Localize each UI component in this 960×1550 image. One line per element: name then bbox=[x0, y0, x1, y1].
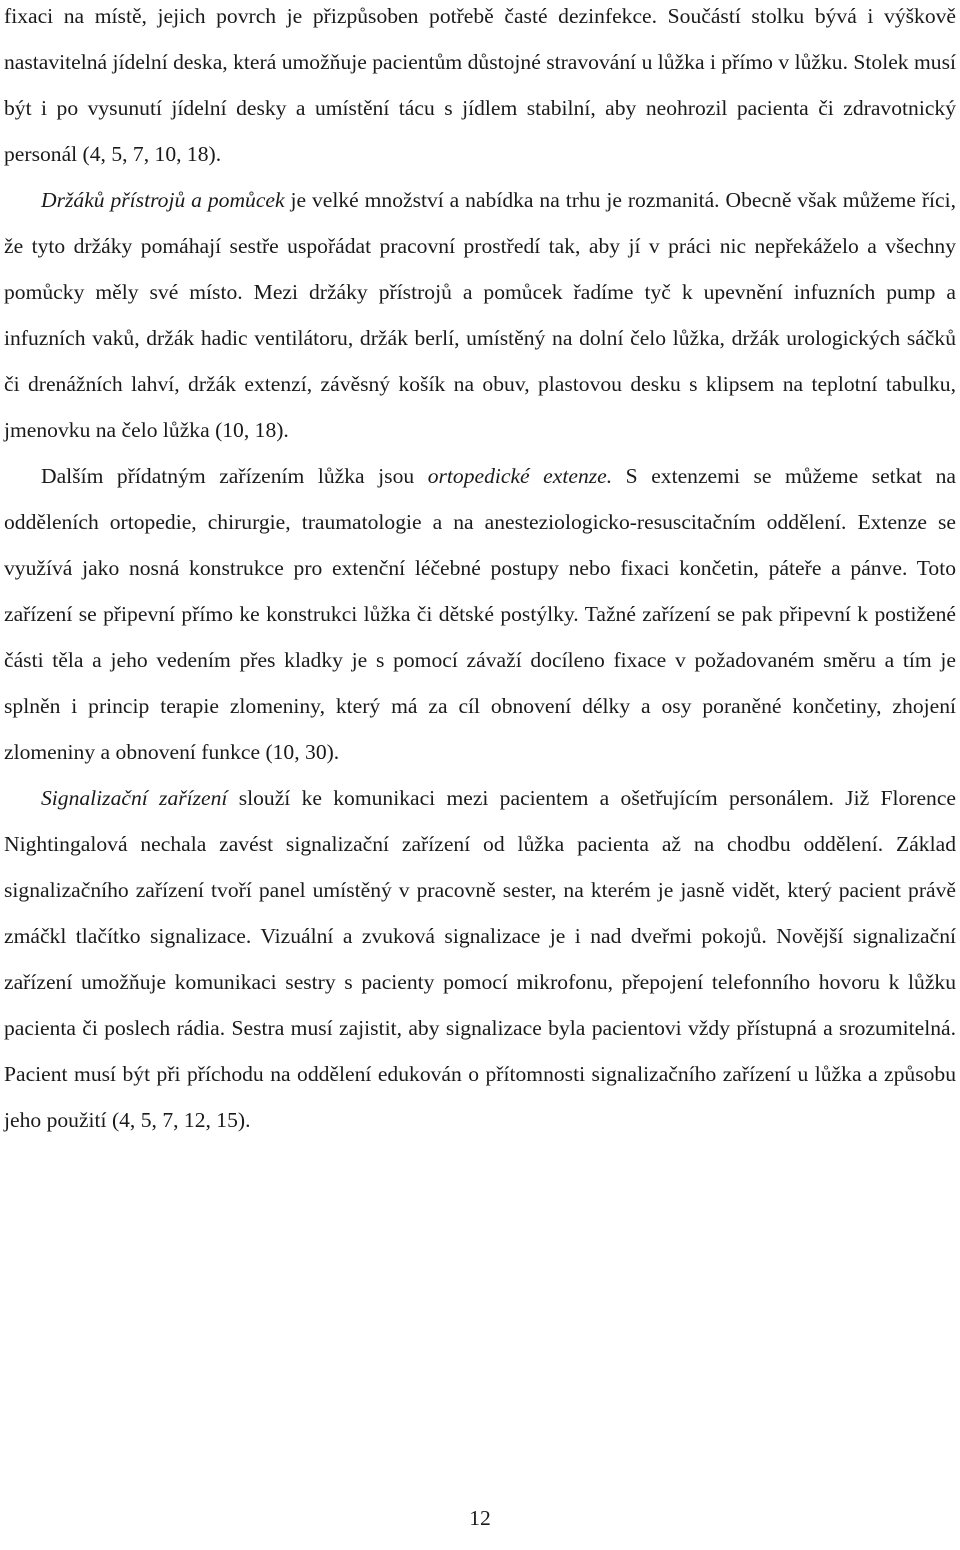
paragraph-text: S extenzemi se můžeme setkat na odděleních ortopedie, chirurgie, traumatologie a na anesteziologicko-resuscitačním oddělení. Extenze se využívá jako nosná konstrukce pro extenční léčebné postupy nebo fixaci končetin, páteře a pánve. Toto zařízení se připevní přímo ke konstrukci lůžka či dětské postýlky. Tažné zařízení se pak připevní k postižené části těla a jeho vedením přes kladky je s pomocí závaží docíleno fixace v požadovaném směru a tím je splněn i princip terapie zlomeniny, který má za cíl obnovení délky a osy poraněné končetiny, zhojení zlomeniny a obnovení funkce (10, 30). bbox=[4, 464, 956, 764]
paragraph-orthopedic-extensions bbox=[4, 453, 956, 775]
document-page bbox=[4, 0, 956, 1143]
term-holders: Držáků přístrojů a pomůcek bbox=[41, 188, 285, 212]
term-orthopedic-extensions: ortopedické extenze. bbox=[427, 464, 613, 488]
paragraph-bedside-table-continuation bbox=[4, 0, 956, 177]
term-signaling-device: Signalizační zařízení bbox=[41, 786, 228, 810]
paragraph-text: slouží ke komunikaci mezi pacientem a ošetřujícím personálem. Již Florence Nightingalová nechala zavést signalizační zařízení od lůžka pacienta až na chodbu oddělení. Základ signalizačního zařízení tvoří panel umístěný v pracovně sester, na kterém je jasně vidět, který pacient právě zmáčkl tlačítko signalizace. Vizuální a zvuková signalizace je i nad dveřmi pokojů. Novější signalizační zařízení umožňuje komunikaci sestry s pacienty pomocí mikrofonu, přepojení telefonního hovoru k lůžku pacienta či poslech rádia. Sestra musí zajistit, aby signalizace byla pacientovi vždy přístupná a srozumitelná. Pacient musí být při příchodu na oddělení edukován o přítomnosti signalizačního zařízení u lůžka a způsobu jeho použití (4, 5, 7, 12, 15). bbox=[4, 786, 956, 1132]
paragraph-holders bbox=[4, 177, 956, 453]
paragraph-lead-text: Dalším přídatným zařízením lůžka jsou bbox=[41, 464, 428, 488]
page-number: 12 bbox=[469, 1506, 491, 1530]
paragraph-signaling-device bbox=[4, 775, 956, 1143]
paragraph-text: fixaci na místě, jejich povrch je přizpůsoben potřebě časté dezinfekce. Součástí stolku bývá i výškově nastavitelná jídelní deska, která umožňuje pacientům důstojné stravování u lůžka i přímo v lůžku. Stolek musí být i po vysunutí jídelní desky a umístění tácu s jídlem stabilní, aby neohrozil pacienta či zdravotnický personál (4, 5, 7, 10, 18). bbox=[4, 4, 956, 166]
paragraph-text: je velké množství a nabídka na trhu je rozmanitá. Obecně však můžeme říci, že tyto držáky pomáhají sestře uspořádat pracovní prostředí tak, aby jí v práci nic nepřekáželo a všechny pomůcky měly své místo. Mezi držáky přístrojů a pomůcek řadíme tyč k upevnění infuzních pump a infuzních vaků, držák hadic ventilátoru, držák berlí, umístěný na dolní čelo lůžka, držák urologických sáčků či drenážních lahví, držák extenzí, závěsný košík na obuv, plastovou desku s klipsem na teplotní tabulku, jmenovku na čelo lůžka (10, 18). bbox=[4, 188, 956, 442]
